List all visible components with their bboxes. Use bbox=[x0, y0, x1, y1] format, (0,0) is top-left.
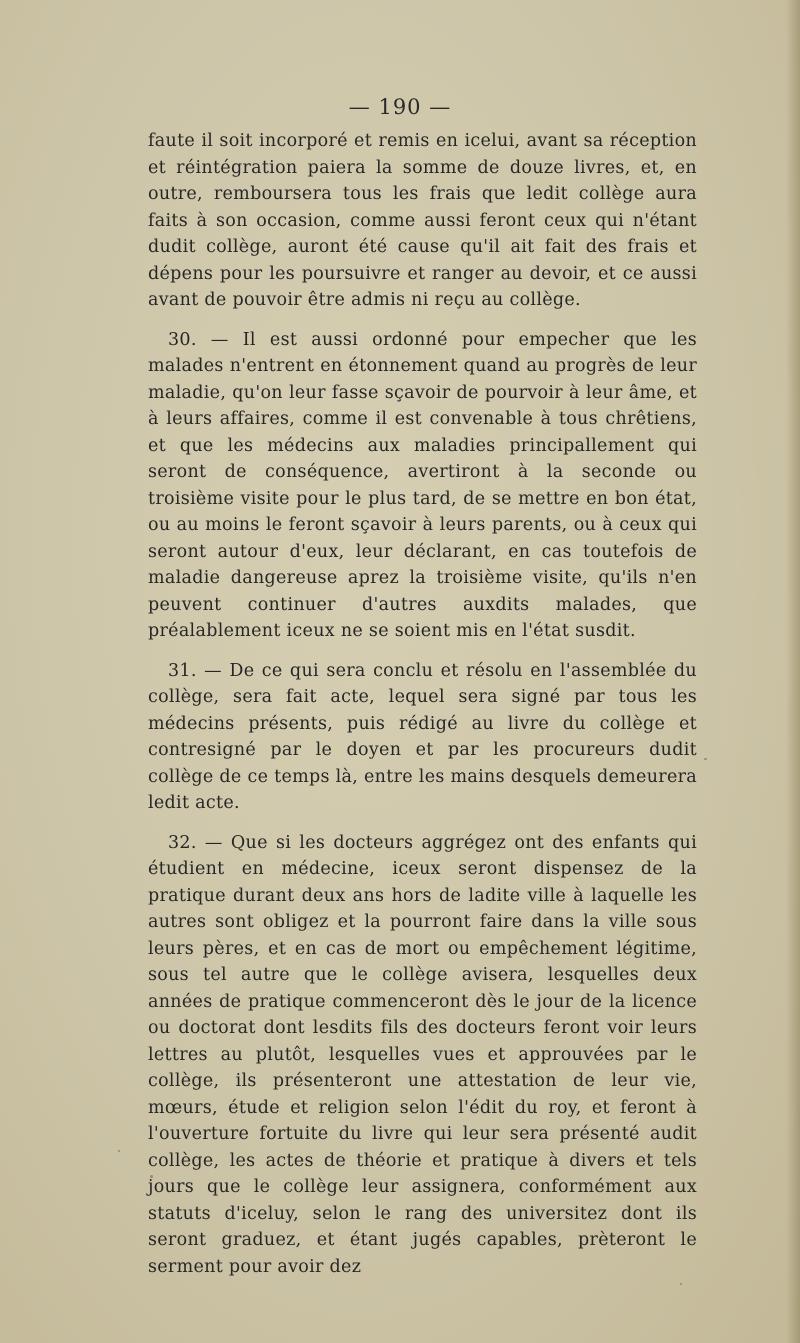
paper-speck bbox=[704, 758, 707, 760]
paper-speck bbox=[680, 1283, 682, 1285]
paragraph-article-31: 31. — De ce qui sera conclu et résolu en l'assemblée du collège, sera fait acte, lequel sera signé par tous les médecins présents, puis rédigé au livre du collège et contresigné par le doyen et par les procureurs dudit collège de ce temps là, entre les mains desquels demeurera ledit acte. bbox=[148, 660, 697, 813]
paragraph-continued: faute il soit incorporé et remis en icelui, avant sa réception et réintégration paiera la somme de douze livres, et, en outre, remboursera tous les frais que ledit collège aura faits à son occasion, comme aussi feront ceux qui n'étant dudit collège, auront été cause qu'il ait fait des frais et dépens pour les poursuivre et ranger au devoir, et ce aussi avant de pouvoir être admis ni reçu au collège. bbox=[148, 131, 697, 310]
page-number: — 190 — bbox=[348, 95, 452, 119]
paper-speck bbox=[118, 1150, 120, 1152]
paragraph-article-30: 30. — Il est aussi ordonné pour empecher que les malades n'entrent en étonnement quand au progrès de leur maladie, qu'on leur fasse sçavoir de pourvoir à leur âme, et à leurs affaires, comme il est convenable à tous chrêtiens, et que les médecins aux maladies principallement qui seront de conséquence, avertiront à la seconde ou troisième visite pour le plus tard, de se mettre en bon état, ou au moins le feront sçavoir à leurs parents, ou à ceux qui seront autour d'eux, leur déclarant, en cas toutefois de maladie dangereuse aprez la troisième visite, qu'ils n'en peuvent continuer d'autres auxdits malades, que préalablement iceux ne se soient mis en l'état susdit. bbox=[148, 329, 697, 641]
paper-speck bbox=[150, 1175, 153, 1178]
body-text bbox=[148, 128, 697, 1293]
page-edge-shadow bbox=[786, 0, 800, 1343]
paragraph-article-32: 32. — Que si les docteurs aggrégez ont des enfants qui étudient en médecine, iceux seront dispensez de la pratique durant deux ans hors de ladite ville à laquelle les autres sont obligez et la pourront faire dans la ville sous leurs pères, et en cas de mort ou empêchement légitime, sous tel autre que le collège avisera, lesquelles deux années de pratique commenceront dès le jour de la licence ou doctorat dont lesdits fils des docteurs feront voir leurs lettres au plutôt, lesquelles vues et approuvées par le collège, ils présenteront une attestation de leur vie, mœurs, étude et religion selon l'édit du roy, et feront à l'ouverture fortuite du livre qui leur sera présenté audit collège, les actes de théorie et pratique à divers et tels jours que le collège leur assignera, conformément aux statuts d'iceluy, selon le rang des universitez dont ils seront graduez, et étant jugés capables, prèteront le serment pour avoir dez bbox=[148, 832, 697, 1277]
